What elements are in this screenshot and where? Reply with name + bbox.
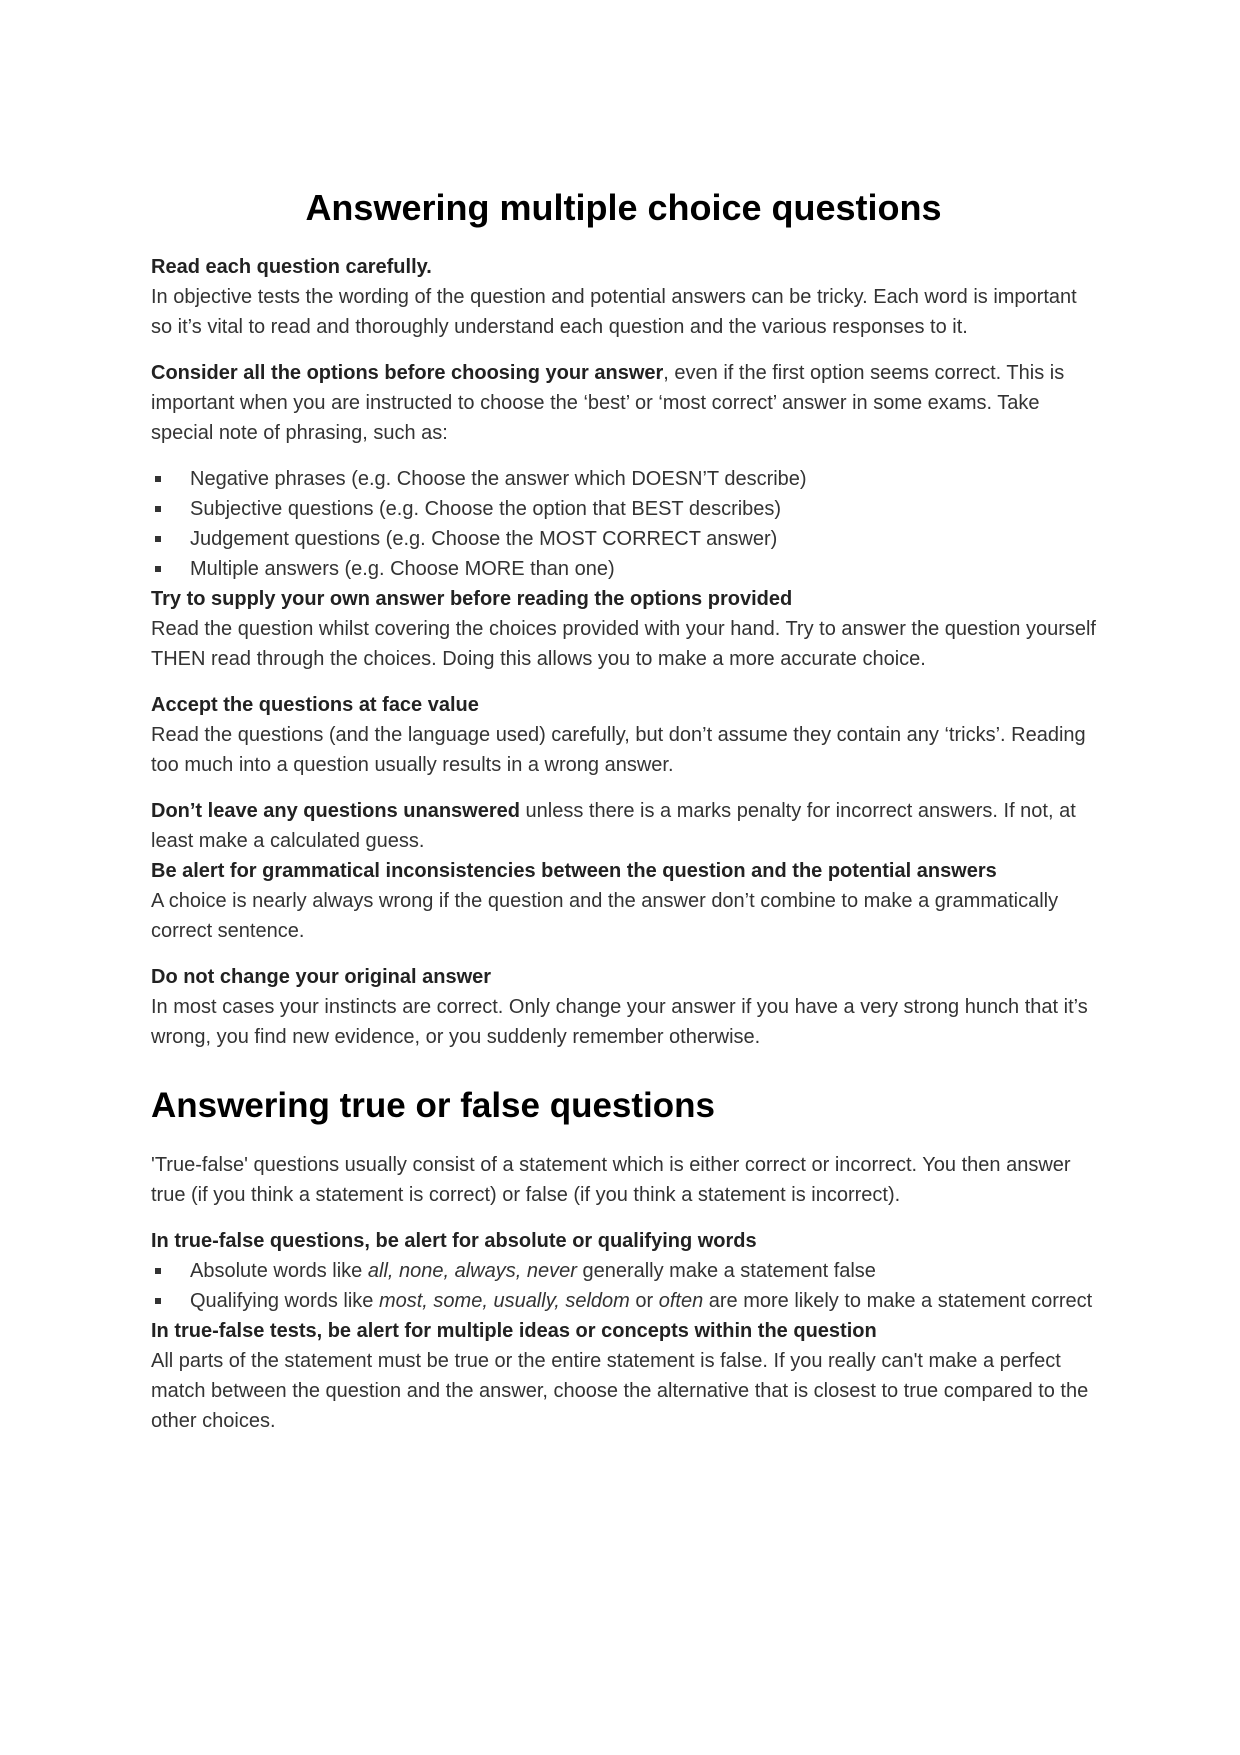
- mc-read-carefully-heading: Read each question carefully.: [151, 256, 432, 278]
- list-item-text: or: [629, 1290, 659, 1312]
- list-item-emphasis: all, none, always, never: [367, 1260, 577, 1282]
- mc-consider-options-heading: Consider all the options before choosing your answer: [151, 362, 664, 384]
- mc-unanswered-text: unless there is a marks penalty for incorrect answers. If not, at least make a calculated guess.: [151, 800, 1076, 852]
- mc-grammar-heading: Be alert for grammatical inconsistencies between the question and the potential answers: [151, 860, 997, 882]
- square-bullet-icon: [155, 536, 161, 542]
- qualifying-words-list: [151, 1256, 1096, 1316]
- mc-consider-options-paragraph: [151, 358, 1096, 448]
- square-bullet-icon: [155, 566, 161, 572]
- mc-consider-options-text: , even if the first option seems correct. This is important when you are instructed to choose the ‘best’ or ‘most correct’ answer in some exams. Take special note of phrasing, such as:: [151, 362, 1065, 444]
- list-item-text: Subjective questions (e.g. Choose the option that BEST describes): [190, 498, 782, 520]
- document-page: [151, 186, 1096, 1436]
- list-item: [151, 494, 1096, 524]
- tf-qualifying-words-heading: In true-false questions, be alert for absolute or qualifying words: [151, 1230, 757, 1252]
- phrasing-list: [151, 464, 1096, 584]
- section-heading-true-false: Answering true or false questions: [151, 1086, 715, 1125]
- list-item-text: Negative phrases (e.g. Choose the answer which DOESN’T describe): [190, 468, 807, 490]
- mc-read-carefully-text: In objective tests the wording of the question and potential answers can be tricky. Each word is important so it’s vital to read and thoroughly understand each question and the various responses to it.: [151, 286, 1077, 338]
- list-item: [151, 554, 1096, 584]
- list-item-emphasis: often: [658, 1290, 704, 1312]
- list-item-text: generally make a statement false: [576, 1260, 876, 1282]
- list-item-text: Multiple answers (e.g. Choose MORE than one): [190, 558, 615, 580]
- square-bullet-icon: [155, 1268, 161, 1274]
- mc-original-answer-heading: Do not change your original answer: [151, 966, 492, 988]
- mc-face-value-text: Read the questions (and the language used) carefully, but don’t assume they contain any ‘tricks’. Reading too much into a question usually results in a wrong answer.: [151, 724, 1086, 776]
- tf-multiple-ideas-text: All parts of the statement must be true or the entire statement is false. If you really can't make a perfect match between the question and the answer, choose the alternative that is closest to true compared to the other choices.: [151, 1350, 1089, 1432]
- list-item: [151, 1286, 1096, 1316]
- mc-original-answer-text: In most cases your instincts are correct. Only change your answer if you have a very strong hunch that it’s wrong, you find new evidence, or you suddenly remember otherwise.: [151, 996, 1088, 1048]
- square-bullet-icon: [155, 476, 161, 482]
- list-item-emphasis: most, some, usually, seldom: [378, 1290, 630, 1312]
- mc-own-answer-heading: Try to supply your own answer before reading the options provided: [151, 588, 793, 610]
- mc-unanswered-heading: Don’t leave any questions unanswered: [151, 800, 520, 822]
- page-title: Answering multiple choice questions: [305, 187, 942, 228]
- list-item: [151, 1256, 1096, 1286]
- list-item-text: Judgement questions (e.g. Choose the MOST CORRECT answer): [190, 528, 778, 550]
- mc-grammar-text: A choice is nearly always wrong if the question and the answer don’t combine to make a grammatically correct sentence.: [151, 890, 1059, 942]
- square-bullet-icon: [155, 1298, 161, 1304]
- list-item-text: Absolute words like: [190, 1260, 368, 1282]
- mc-face-value-heading: Accept the questions at face value: [151, 694, 479, 716]
- mc-own-answer-text: Read the question whilst covering the choices provided with your hand. Try to answer the question yourself THEN read through the choices. Doing this allows you to make a more accurate choice.: [151, 618, 1096, 670]
- list-item-text: are more likely to make a statement correct: [703, 1290, 1093, 1312]
- tf-intro-text: 'True-false' questions usually consist of a statement which is either correct or incorrect. You then answer true (if you think a statement is correct) or false (if you think a statement is incorrect).: [151, 1154, 1071, 1206]
- tf-multiple-ideas-heading: In true-false tests, be alert for multiple ideas or concepts within the question: [151, 1320, 877, 1342]
- list-item-text: Qualifying words like: [190, 1290, 379, 1312]
- square-bullet-icon: [155, 506, 161, 512]
- list-item: [151, 524, 1096, 554]
- mc-unanswered-paragraph: [151, 796, 1096, 856]
- list-item: [151, 464, 1096, 494]
